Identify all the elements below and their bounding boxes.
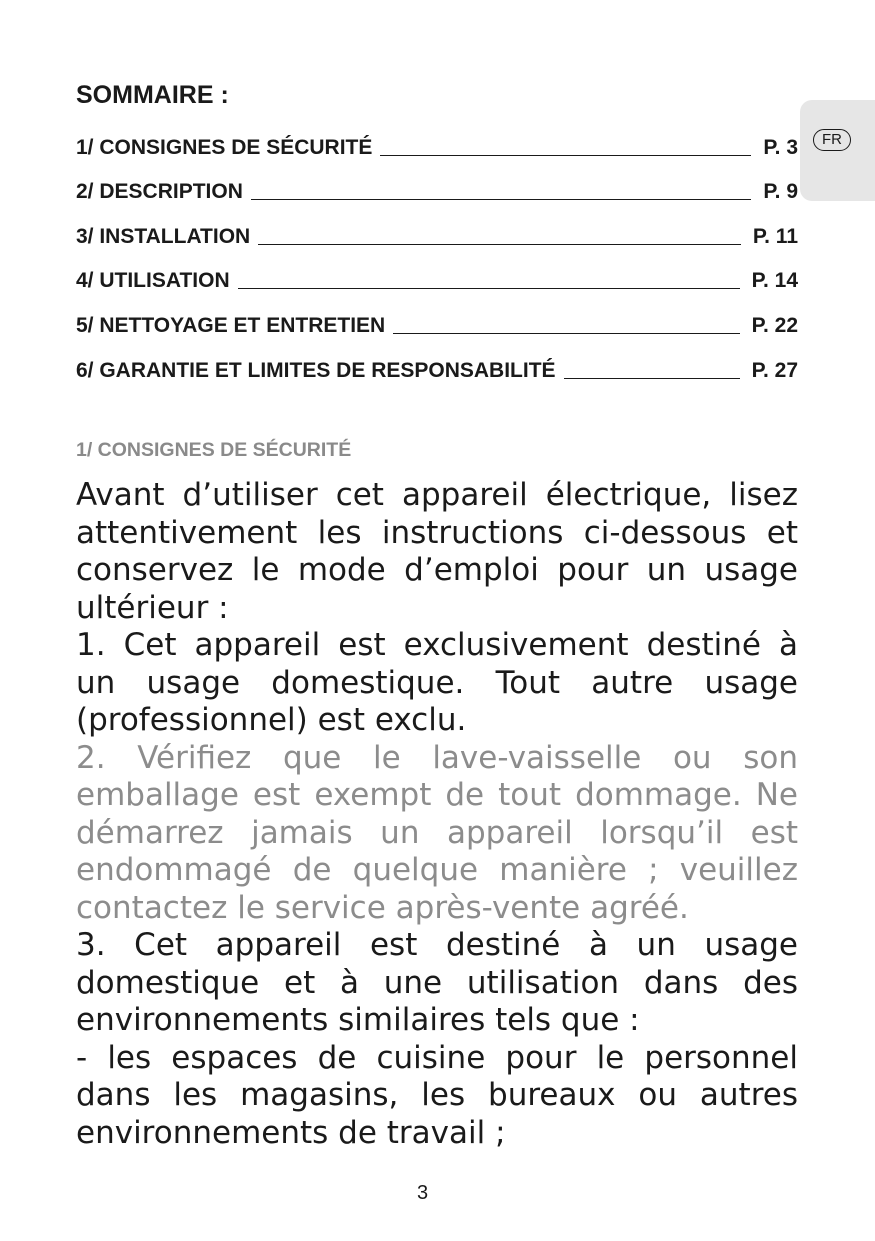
toc-item-safety bbox=[76, 118, 798, 163]
toc-leader-line bbox=[393, 333, 739, 334]
toc-item-page: P. 3 bbox=[763, 135, 798, 159]
toc-leader-line bbox=[380, 155, 751, 156]
toc-title: SOMMAIRE : bbox=[76, 81, 229, 109]
toc-item-description bbox=[76, 163, 798, 208]
toc-item-installation bbox=[76, 207, 798, 252]
toc-leader-line bbox=[564, 378, 740, 379]
instruction-3: 3. Cet appareil est destiné à un usage domestique et à une utilisation dans des environnements similaires tels que : bbox=[76, 927, 798, 1038]
table-of-contents bbox=[76, 118, 798, 386]
instruction-3-bullet: - les espaces de cuisine pour le personnel dans les magasins, les bureaux ou autres environnements de travail ; bbox=[76, 1039, 798, 1151]
toc-leader-line bbox=[238, 288, 740, 289]
toc-item-label: 2/ DESCRIPTION bbox=[76, 180, 243, 204]
toc-item-page: P. 11 bbox=[752, 224, 798, 248]
toc-item-warranty bbox=[76, 341, 798, 386]
toc-item-usage bbox=[76, 252, 798, 297]
toc-leader-line bbox=[251, 199, 751, 200]
toc-item-page: P. 27 bbox=[751, 358, 798, 382]
toc-item-page: P. 22 bbox=[751, 313, 798, 337]
toc-item-label: 5/ NETTOYAGE ET ENTRETIEN bbox=[76, 313, 386, 337]
toc-item-page: P. 14 bbox=[751, 269, 798, 293]
toc-item-label: 1/ CONSIGNES DE SÉCURITÉ bbox=[76, 135, 373, 159]
toc-item-cleaning bbox=[76, 296, 798, 341]
toc-item-label: 4/ UTILISATION bbox=[76, 269, 230, 293]
language-badge: FR bbox=[813, 129, 851, 151]
section-heading: 1/ CONSIGNES DE SÉCURITÉ bbox=[76, 439, 352, 461]
toc-item-label: 3/ INSTALLATION bbox=[76, 224, 251, 248]
toc-leader-line bbox=[258, 244, 741, 245]
toc-item-page: P. 9 bbox=[763, 180, 798, 204]
page-number: 3 bbox=[416, 1182, 429, 1204]
intro-paragraph: Avant d’utiliser cet appareil électrique, lisez attentivement les instructions ci-dessous et conservez le mode d’emploi pour un usage ultérieur : bbox=[76, 477, 798, 626]
section-body bbox=[76, 477, 798, 1152]
instruction-1: 1. Cet appareil est exclusivement destiné à un usage domestique. Tout autre usage (professionnel) est exclu. bbox=[76, 627, 798, 738]
toc-item-label: 6/ GARANTIE ET LIMITES DE RESPONSABILITÉ bbox=[76, 358, 556, 382]
instruction-2: 2. Vérifiez que le lave-vaisselle ou son emballage est exempt de tout dommage. Ne démarrez jamais un appareil lorsqu’il est endommagé de quelque manière ; veuillez contactez le service après-vente agréé. bbox=[76, 739, 798, 926]
